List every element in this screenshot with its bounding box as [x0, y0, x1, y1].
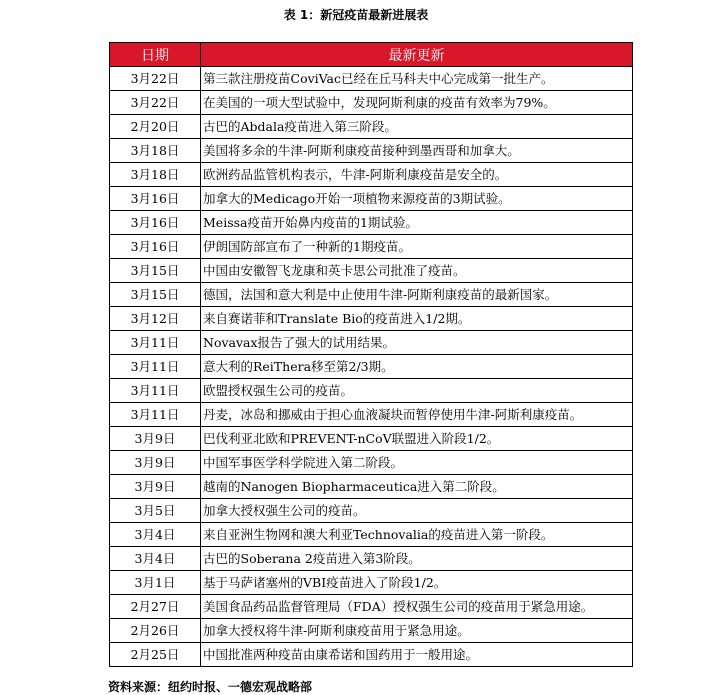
date-cell: 3月5日	[110, 499, 201, 523]
update-cell: 美国食品药品监督管理局（FDA）授权强生公司的疫苗用于紧急用途。	[201, 595, 633, 619]
date-cell: 3月9日	[110, 475, 201, 499]
table-row	[110, 355, 633, 379]
date-cell: 2月25日	[110, 643, 201, 667]
table-row	[110, 307, 633, 331]
table-row	[110, 643, 633, 667]
date-cell: 3月11日	[110, 379, 201, 403]
date-cell: 2月27日	[110, 595, 201, 619]
update-cell: 德国，法国和意大利是中止使用牛津-阿斯利康疫苗的最新国家。	[201, 283, 633, 307]
table-row	[110, 499, 633, 523]
update-cell: 第三款注册疫苗CoviVac已经在丘马科夫中心完成第一批生产。	[201, 67, 633, 91]
table-row	[110, 595, 633, 619]
table-row	[110, 187, 633, 211]
date-cell: 3月11日	[110, 403, 201, 427]
table-row	[110, 235, 633, 259]
update-cell: Novavax报告了强大的试用结果。	[201, 331, 633, 355]
update-cell: 中国由安徽智飞龙康和英卡思公司批准了疫苗。	[201, 259, 633, 283]
update-cell: 来自赛诺菲和Translate Bio的疫苗进入1/2期。	[201, 307, 633, 331]
date-cell: 3月22日	[110, 91, 201, 115]
date-cell: 2月20日	[110, 115, 201, 139]
update-cell: 古巴的Abdala疫苗进入第三阶段。	[201, 115, 633, 139]
date-cell: 3月1日	[110, 571, 201, 595]
update-cell: 欧洲药品监管机构表示，牛津-阿斯利康疫苗是安全的。	[201, 163, 633, 187]
date-cell: 3月18日	[110, 163, 201, 187]
update-cell: 中国军事医学科学院进入第二阶段。	[201, 451, 633, 475]
update-cell: 古巴的Soberana 2疫苗进入第3阶段。	[201, 547, 633, 571]
date-cell: 3月16日	[110, 235, 201, 259]
table-row	[110, 547, 633, 571]
date-cell: 3月11日	[110, 355, 201, 379]
date-cell: 3月15日	[110, 283, 201, 307]
table-row	[110, 115, 633, 139]
date-cell: 3月16日	[110, 187, 201, 211]
header-date: 日期	[110, 43, 201, 67]
update-cell: 基于马萨诸塞州的VBI疫苗进入了阶段1/2。	[201, 571, 633, 595]
update-cell: 来自亚洲生物网和澳大利亚Technovalia的疫苗进入第一阶段。	[201, 523, 633, 547]
date-cell: 3月22日	[110, 67, 201, 91]
table-row	[110, 403, 633, 427]
update-cell: 巴伐利亚北欧和PREVENT-nCoV联盟进入阶段1/2。	[201, 427, 633, 451]
table-row	[110, 139, 633, 163]
table-row	[110, 619, 633, 643]
update-cell: 伊朗国防部宣布了一种新的1期疫苗。	[201, 235, 633, 259]
date-cell: 3月16日	[110, 211, 201, 235]
table-row	[110, 211, 633, 235]
table-row	[110, 523, 633, 547]
header-update: 最新更新	[201, 43, 633, 67]
table-row	[110, 67, 633, 91]
table-row	[110, 163, 633, 187]
table-row	[110, 91, 633, 115]
date-cell: 3月11日	[110, 331, 201, 355]
update-cell: 加拿大的Medicago开始一项植物来源疫苗的3期试验。	[201, 187, 633, 211]
table-row	[110, 451, 633, 475]
table-caption: 表 1：新冠疫苗最新进展表	[283, 8, 429, 22]
update-cell: 在美国的一项大型试验中，发现阿斯利康的疫苗有效率为79%。	[201, 91, 633, 115]
date-cell: 3月9日	[110, 451, 201, 475]
date-cell: 3月4日	[110, 547, 201, 571]
date-cell: 3月15日	[110, 259, 201, 283]
date-cell: 3月4日	[110, 523, 201, 547]
update-cell: 加拿大授权将牛津-阿斯利康疫苗用于紧急用途。	[201, 619, 633, 643]
date-cell: 3月18日	[110, 139, 201, 163]
update-cell: 加拿大授权强生公司的疫苗。	[201, 499, 633, 523]
table-row	[110, 283, 633, 307]
date-cell: 2月26日	[110, 619, 201, 643]
update-cell: 中国批准两种疫苗由康希诺和国药用于一般用途。	[201, 643, 633, 667]
table-row	[110, 571, 633, 595]
update-cell: 丹麦，冰岛和挪威由于担心血液凝块而暂停使用牛津-阿斯利康疫苗。	[201, 403, 633, 427]
update-cell: 欧盟授权强生公司的疫苗。	[201, 379, 633, 403]
table-row	[110, 379, 633, 403]
update-cell: 意大利的ReiThera移至第2/3期。	[201, 355, 633, 379]
update-cell: Meissa疫苗开始鼻内疫苗的1期试验。	[201, 211, 633, 235]
update-cell: 越南的Nanogen Biopharmaceutica进入第二阶段。	[201, 475, 633, 499]
table-header-row	[110, 43, 633, 67]
update-cell: 美国将多余的牛津-阿斯利康疫苗接种到墨西哥和加拿大。	[201, 139, 633, 163]
source-note: 资料来源：纽约时报、一德宏观战略部	[108, 680, 313, 694]
table-row	[110, 331, 633, 355]
table-row	[110, 475, 633, 499]
table-row	[110, 427, 633, 451]
date-cell: 3月9日	[110, 427, 201, 451]
table-row	[110, 259, 633, 283]
date-cell: 3月12日	[110, 307, 201, 331]
vaccine-progress-table	[109, 42, 633, 667]
